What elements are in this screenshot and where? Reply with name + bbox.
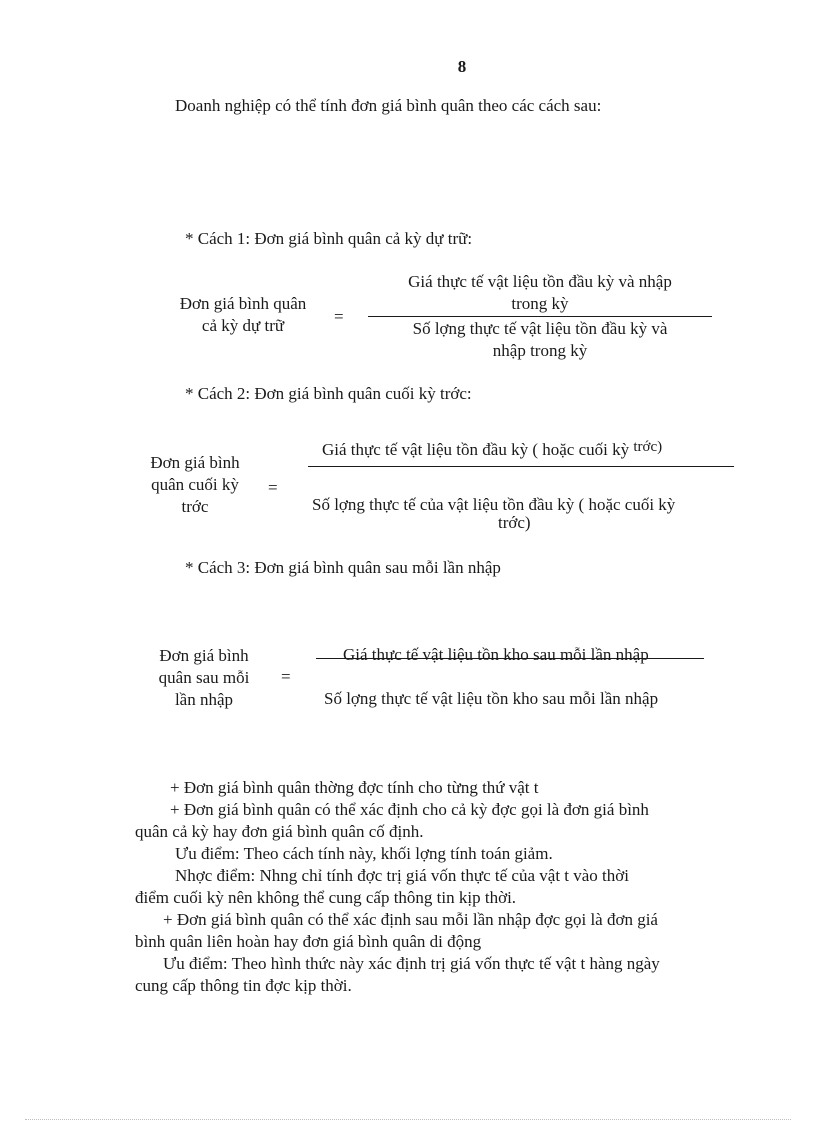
method3-lhs-line1: Đơn giá bình xyxy=(159,646,249,665)
method2-numerator-sup: trớc) xyxy=(633,439,663,455)
page-bottom-divider xyxy=(25,1119,791,1120)
note-line: Ưu điểm: Theo cách tính này, khối lợng tính toán giảm. xyxy=(175,844,553,863)
method2-lhs-line3: trớc xyxy=(181,497,209,516)
note-line: quân cả kỳ hay đơn giá bình quân cố định. xyxy=(135,822,424,841)
note-line: + Đơn giá bình quân thờng đợc tính cho từng thứ vật t xyxy=(170,778,539,797)
method2-heading: * Cách 2: Đơn giá bình quân cuối kỳ trớc: xyxy=(185,384,472,403)
method3-lhs-line2: quân sau mỗi xyxy=(158,668,250,687)
note-line: cung cấp thông tin đợc kịp thời. xyxy=(135,976,352,995)
method3-lhs xyxy=(148,645,260,711)
method2-fraction-bar xyxy=(308,466,734,467)
method1-fraction-bar xyxy=(368,316,712,317)
method1-numerator-line1: Giá thực tế vật liệu tồn đầu kỳ và nhập xyxy=(408,272,672,291)
method2-denominator-line1: Số lợng thực tế của vật liệu tồn đầu kỳ ( hoặc cuối kỳ xyxy=(312,495,676,514)
method3-fraction-bar xyxy=(316,658,704,659)
method1-numerator xyxy=(368,271,712,315)
method1-denominator-line2: nhập trong kỳ xyxy=(492,341,588,360)
method2-lhs-line2: quân cuối kỳ xyxy=(151,475,239,494)
method3-denominator: Số lợng thực tế vật liệu tồn kho sau mỗi lần nhập xyxy=(324,689,659,708)
method1-lhs-line1: Đơn giá bình quân xyxy=(179,294,307,313)
method1-denominator xyxy=(368,318,712,362)
method3-equals: = xyxy=(281,667,291,686)
note-line: Nhợc điểm: Nhng chỉ tính đợc trị giá vốn thực tế của vật t vào thời xyxy=(175,866,629,885)
method2-numerator xyxy=(322,440,662,460)
method2-denominator xyxy=(312,496,732,532)
notes-block xyxy=(135,777,737,997)
method3-numerator: Giá thực tế vật liệu tồn kho sau mỗi lần nhập xyxy=(343,645,649,664)
method2-numerator-main: Giá thực tế vật liệu tồn đầu kỳ ( hoặc cuối kỳ xyxy=(322,440,630,459)
method1-numerator-line2: trong kỳ xyxy=(511,294,569,313)
note-line: + Đơn giá bình quân có thể xác định sau mỗi lần nhập đợc gọi là đơn giá xyxy=(163,910,658,929)
method3-heading: * Cách 3: Đơn giá bình quân sau mỗi lần nhập xyxy=(185,558,501,577)
method1-lhs-line2: cả kỳ dự trữ xyxy=(201,316,285,335)
note-line: Ưu điểm: Theo hình thức này xác định trị giá vốn thực tế vật t hàng ngày xyxy=(163,954,660,973)
method2-lhs xyxy=(140,452,250,518)
method3-lhs-line3: lần nhập xyxy=(174,690,234,709)
method2-denominator-line2: trớc) xyxy=(498,513,531,532)
method1-denominator-line1: Số lợng thực tế vật liệu tồn đầu kỳ và xyxy=(412,319,668,338)
method2-lhs-line1: Đơn giá bình xyxy=(150,453,240,472)
method1-equals: = xyxy=(334,307,344,326)
note-line: điểm cuối kỳ nên không thể cung cấp thông tin kịp thời. xyxy=(135,888,517,907)
page-number: 8 xyxy=(457,57,467,76)
method1-heading: * Cách 1: Đơn giá bình quân cả kỳ dự trữ: xyxy=(185,229,473,248)
intro-text: Doanh nghiệp có thể tính đơn giá bình quân theo các cách sau: xyxy=(175,96,602,115)
note-line: + Đơn giá bình quân có thể xác định cho cả kỳ đợc gọi là đơn giá bình xyxy=(170,800,649,819)
note-line: bình quân liên hoàn hay đơn giá bình quân di động xyxy=(135,932,482,951)
method2-equals: = xyxy=(268,478,278,497)
method1-lhs xyxy=(168,293,318,337)
